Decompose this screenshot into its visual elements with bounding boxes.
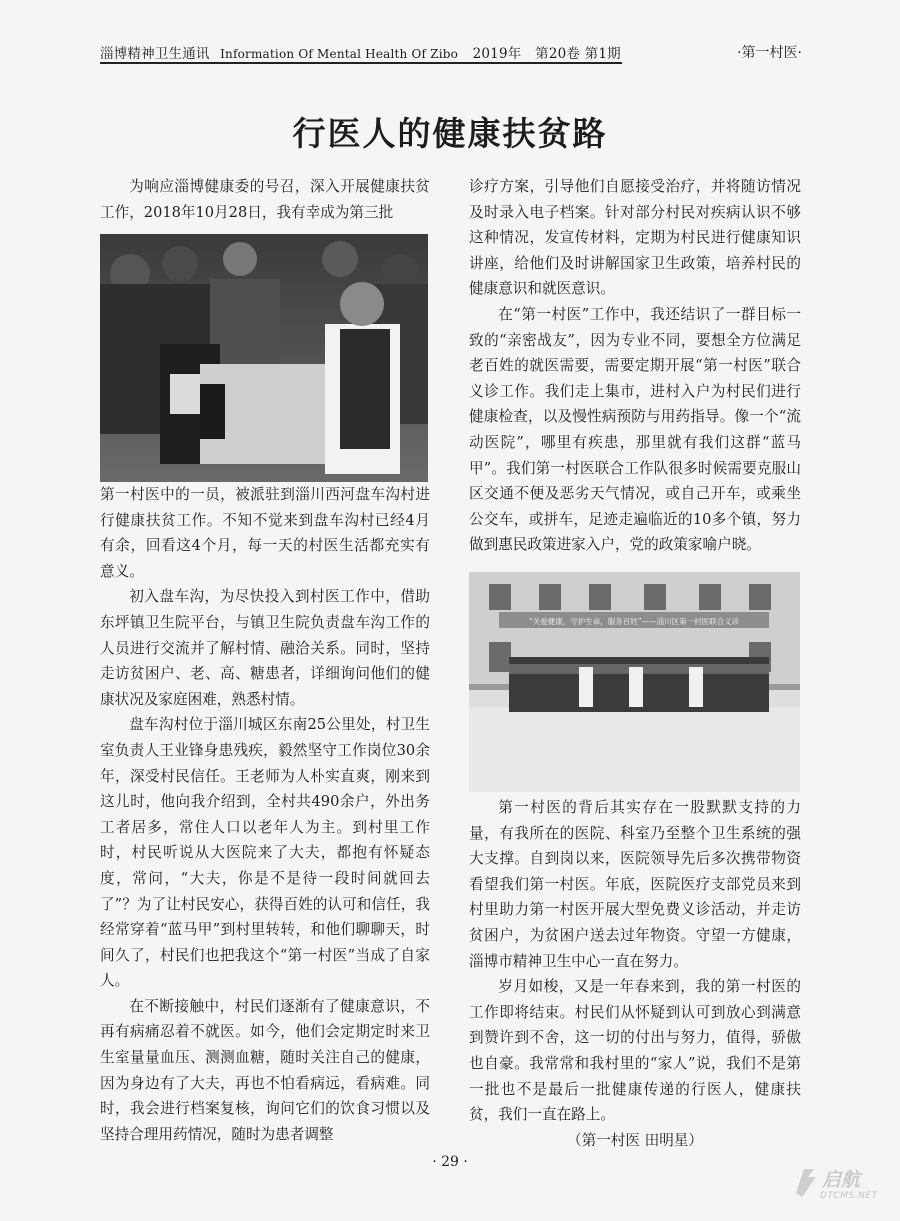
right-column-top [469, 174, 801, 558]
journal-name: 淄博精神卫生通讯 [100, 46, 210, 62]
group-photo-free-clinic [469, 572, 800, 792]
group-photo-banner-text: “关爱健康，守护生命，服务百姓”——淄川区第一村医联合义诊 [528, 617, 740, 626]
journal-name-en: Information Of Mental Health Of Zibo [220, 47, 459, 61]
author-signature: （第一村医 田明星） [567, 1131, 703, 1149]
paragraph: 盘车沟村位于淄川城区东南25公里处，村卫生室负责人王业锋身患残疾，毅然坚守工作岗位30余年，深受村民信任。王老师为人朴实直爽，刚来到这儿时，他向我介绍到，全村共490余户，外出务工者居多，常住人口以老年人为主。到村里工作时，村民听说从大医院来了大夫，都抱有怀疑态度，常问，“大夫，你是不是待一段时间就回去了”？为了让村民安心，获得百姓的认可和信任，我经常穿着“蓝马甲”到村里转转，和他们聊聊天，时间久了，村民们也把我这个“第一村医”当成了自家人。 [100, 716, 430, 990]
paragraph: 第一村医中的一员，被派驻到淄川西河盘车沟村进行健康扶贫工作。不知不觉来到盘车沟村已经4月有余，回看这4个月，每一天的村医生活都充实有意义。 [100, 486, 430, 580]
issue-info: 2019年 第20卷 第1期 [472, 46, 621, 62]
journal-info [100, 42, 621, 62]
section-label: ·第一村医· [737, 45, 802, 61]
paragraph: 岁月如梭，又是一年春来到，我的第一村医的工作即将结束。村民们从怀疑到认可到放心到满意到赞许到不舍，这一切的付出与努力，值得，骄傲也自豪。我常常和我村里的“家人”说，我们不是第一批也不是最后一批健康传递的行医人，健康扶贫，我们一直在路上。 [469, 978, 801, 1124]
running-header [100, 36, 802, 64]
paragraph: 在“第一村医”工作中，我还结识了一群目标一致的“亲密战友”，因为专业不同，要想全方位满足老百姓的就医需要，需要定期开展“第一村医”联合义诊工作。我们走上集市，进村入户为村民们进行健康检查，以及慢性病预防与用药指导。像一个“流动医院”，哪里有疾患，那里就有我们这群“蓝马甲”。我们第一村医联合工作队很多时候需要克服山区交通不便及恶劣天气情况，或自己开车，或乘坐公交车，或拼车，足迹走遍临近的10多个镇，努力做到惠民政策进家入户，党的政策家喻户晓。 [469, 305, 801, 554]
paragraph: 诊疗方案，引导他们自愿接受治疗，并将随访情况及时录入电子档案。针对部分村民对疾病认识不够这种情况，发宣传材料，定期为村民进行健康知识讲座，给他们及时讲解国家卫生政策，培养村民的健康意识和就医意识。 [469, 178, 801, 298]
watermark [790, 1163, 895, 1211]
paragraph: 在不断接触中，村民们逐渐有了健康意识，不再有病痛忍着不就医。如今，他们会定期定时来卫生室量量血压、测测血糖，随时关注自己的健康，因为身边有了大夫，再也不怕看病远，看病难。同时，我会进行档案复核，询问它们的饮食习惯以及坚持合理用药情况，随时为患者调整 [100, 997, 430, 1143]
article-title: 行医人的健康扶贫路 [292, 114, 608, 153]
left-column-top [100, 174, 430, 225]
paragraph: 为响应淄博健康委的号召，深入开展健康扶贫工作，2018年10月28日，我有幸成为第三批 [100, 178, 430, 221]
watermark-site: DTCMS.NET [820, 1191, 878, 1201]
left-column-body [100, 482, 430, 1147]
watermark-logo-icon [790, 1163, 820, 1199]
right-column-bottom [469, 795, 801, 1153]
paragraph: 初入盘车沟，为尽快投入到村医工作中，借助东坪镇卫生院平台，与镇卫生院负责盘车沟工作的人员进行交流并了解村情、融洽关系。同时，坚持走访贫困户、老、高、糖患者，详细询问他们的健康状况及家庭困难，熟悉村情。 [100, 588, 430, 708]
doctor-examining-villager-photo [100, 234, 428, 482]
paragraph: 第一村医的背后其实存在一股默默支持的力量，有我所在的医院、科室乃至整个卫生系统的强大支撑。自到岗以来，医院领导先后多次携带物资看望我们第一村医。年底，医院医疗支部党员来到村里助力第一村医开展大型免费义诊活动，并走访贫困户，为贫困户送去过年物资。守望一方健康，淄博市精神卫生中心一直在努力。 [469, 799, 801, 970]
page-number: · 29 · [432, 1154, 468, 1170]
watermark-brand: 启航 [822, 1169, 861, 1191]
header-rule [100, 62, 622, 64]
